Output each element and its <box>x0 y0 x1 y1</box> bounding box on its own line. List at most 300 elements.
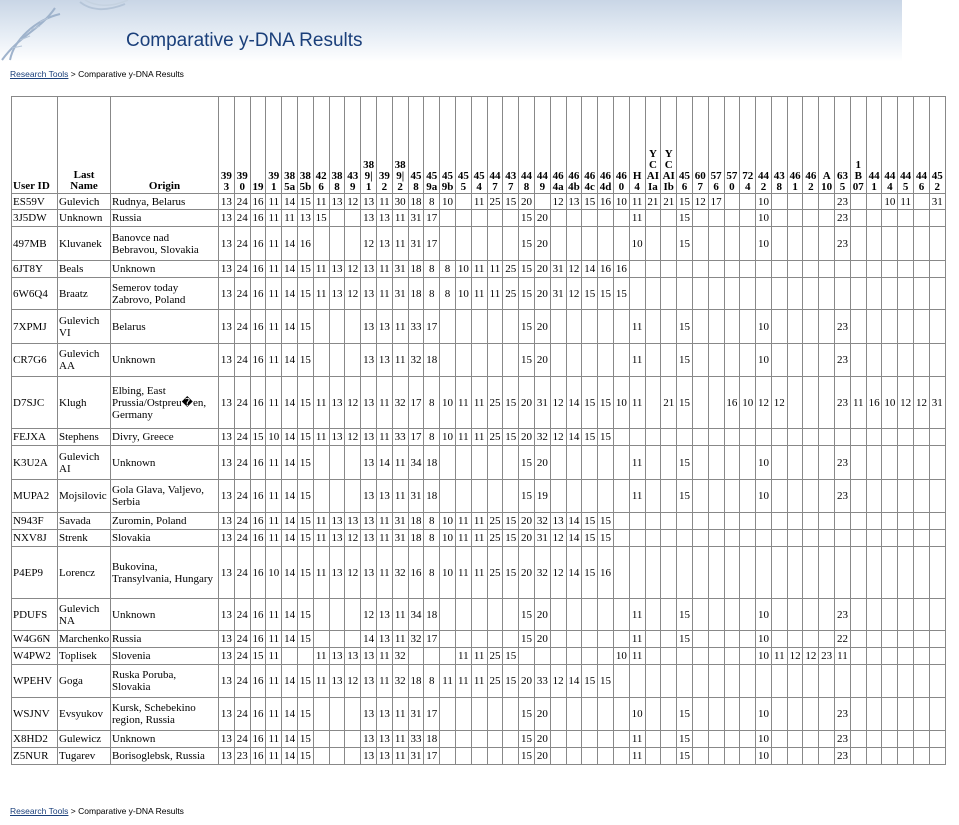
marker-value-cell <box>566 310 582 344</box>
marker-value-cell: 15 <box>677 748 693 765</box>
marker-value-cell <box>898 480 914 513</box>
marker-value-cell: 16 <box>598 261 614 278</box>
column-header-marker <box>440 97 456 194</box>
marker-value-cell <box>929 480 945 513</box>
table-row <box>12 278 946 310</box>
marker-value-cell <box>455 731 471 748</box>
marker-value-cell: 10 <box>455 278 471 310</box>
marker-value-cell <box>882 344 898 377</box>
marker-value-cell <box>661 599 677 631</box>
marker-value-cell: 15 <box>677 698 693 731</box>
marker-value-cell: 11 <box>629 210 645 227</box>
marker-value-cell: 11 <box>266 278 282 310</box>
marker-value-cell <box>661 210 677 227</box>
marker-value-cell: 23 <box>835 194 851 210</box>
marker-label: 1B07 <box>852 159 864 193</box>
marker-value-cell: 24 <box>234 429 250 446</box>
marker-value-cell <box>787 530 803 547</box>
marker-value-cell <box>329 446 345 480</box>
marker-value-cell: 11 <box>392 480 408 513</box>
marker-value-cell: 12 <box>566 278 582 310</box>
marker-value-cell <box>914 429 930 446</box>
marker-value-cell: 25 <box>503 261 519 278</box>
table-row <box>12 631 946 648</box>
marker-value-cell: 15 <box>677 377 693 429</box>
marker-value-cell: 11 <box>266 731 282 748</box>
marker-value-cell: 12 <box>898 377 914 429</box>
marker-value-cell: 11 <box>376 377 392 429</box>
marker-value-cell <box>819 194 835 210</box>
marker-value-cell: 14 <box>282 278 298 310</box>
marker-value-cell <box>882 429 898 446</box>
marker-value-cell: 11 <box>266 513 282 530</box>
marker-value-cell <box>455 748 471 765</box>
marker-value-cell <box>313 344 329 377</box>
marker-value-cell: 15 <box>297 698 313 731</box>
column-header-marker <box>835 97 851 194</box>
marker-value-cell: 14 <box>282 547 298 599</box>
marker-label: 385a <box>284 170 296 193</box>
marker-value-cell: 15 <box>598 513 614 530</box>
marker-value-cell: 15 <box>503 665 519 698</box>
marker-value-cell <box>866 599 882 631</box>
column-header-marker <box>282 97 298 194</box>
marker-value-cell: 11 <box>455 377 471 429</box>
marker-value-cell <box>724 227 740 261</box>
marker-value-cell: 15 <box>503 429 519 446</box>
origin-cell: Elbing, East Prussia/Ostpreu�en, Germany <box>111 377 219 429</box>
last-name-cell: Kluvanek <box>58 227 111 261</box>
marker-value-cell <box>914 698 930 731</box>
marker-value-cell: 18 <box>408 194 424 210</box>
marker-value-cell: 15 <box>598 530 614 547</box>
marker-label: 447 <box>489 170 501 193</box>
column-header-marker <box>582 97 598 194</box>
column-header-marker <box>598 97 614 194</box>
marker-value-cell <box>708 547 724 599</box>
marker-value-cell <box>914 513 930 530</box>
marker-value-cell: 18 <box>424 344 440 377</box>
marker-value-cell: 10 <box>613 648 629 665</box>
marker-value-cell <box>692 631 708 648</box>
marker-value-cell <box>661 631 677 648</box>
marker-value-cell: 31 <box>408 210 424 227</box>
marker-value-cell <box>724 194 740 210</box>
marker-value-cell: 13 <box>329 665 345 698</box>
marker-value-cell <box>929 748 945 765</box>
marker-value-cell <box>803 480 819 513</box>
column-header-marker <box>756 97 772 194</box>
marker-value-cell <box>898 261 914 278</box>
marker-value-cell: 18 <box>408 513 424 530</box>
marker-value-cell <box>661 698 677 731</box>
marker-value-cell <box>740 227 756 261</box>
marker-value-cell: 25 <box>487 547 503 599</box>
marker-value-cell <box>550 631 566 648</box>
marker-label: 446 <box>915 170 927 193</box>
marker-value-cell <box>598 227 614 261</box>
marker-value-cell <box>819 480 835 513</box>
marker-value-cell <box>566 748 582 765</box>
marker-value-cell <box>345 748 361 765</box>
marker-value-cell: 18 <box>424 480 440 513</box>
marker-value-cell <box>866 227 882 261</box>
marker-value-cell: 15 <box>297 530 313 547</box>
marker-value-cell: 32 <box>534 547 550 599</box>
marker-value-cell <box>487 227 503 261</box>
marker-value-cell: 14 <box>282 429 298 446</box>
marker-value-cell: 11 <box>487 278 503 310</box>
marker-value-cell: 13 <box>361 310 377 344</box>
breadcrumb-bottom-current: Comparative y-DNA Results <box>78 806 184 816</box>
marker-value-cell <box>550 748 566 765</box>
marker-value-cell <box>503 210 519 227</box>
marker-value-cell <box>629 530 645 547</box>
column-header-marker <box>519 97 535 194</box>
marker-value-cell <box>661 446 677 480</box>
breadcrumb-separator: > <box>68 69 79 79</box>
origin-cell: Unknown <box>111 344 219 377</box>
marker-value-cell: 11 <box>266 480 282 513</box>
column-header-marker <box>692 97 708 194</box>
column-header-origin: Origin <box>111 97 219 194</box>
marker-value-cell: 14 <box>282 731 298 748</box>
marker-value-cell <box>440 698 456 731</box>
marker-value-cell <box>440 748 456 765</box>
marker-value-cell: 33 <box>408 731 424 748</box>
marker-value-cell: 24 <box>234 344 250 377</box>
marker-label: 459b <box>441 170 454 193</box>
last-name-cell: Klugh <box>58 377 111 429</box>
marker-value-cell: 11 <box>629 377 645 429</box>
marker-value-cell <box>471 748 487 765</box>
marker-value-cell <box>629 429 645 446</box>
marker-value-cell <box>313 599 329 631</box>
marker-value-cell <box>724 731 740 748</box>
marker-value-cell <box>819 278 835 310</box>
marker-value-cell <box>914 631 930 648</box>
marker-value-cell: 10 <box>613 377 629 429</box>
marker-value-cell: 13 <box>219 698 235 731</box>
marker-value-cell <box>787 547 803 599</box>
marker-value-cell <box>708 310 724 344</box>
marker-value-cell: 11 <box>392 731 408 748</box>
table-row <box>12 698 946 731</box>
column-header-marker <box>487 97 503 194</box>
marker-value-cell: 31 <box>929 377 945 429</box>
marker-value-cell <box>724 698 740 731</box>
marker-value-cell <box>313 731 329 748</box>
table-row <box>12 377 946 429</box>
marker-value-cell: 24 <box>234 377 250 429</box>
marker-value-cell <box>645 530 661 547</box>
marker-value-cell <box>708 210 724 227</box>
marker-value-cell <box>566 446 582 480</box>
marker-value-cell <box>503 480 519 513</box>
marker-label: 461 <box>789 170 801 193</box>
marker-value-cell: 10 <box>882 377 898 429</box>
marker-value-cell: 12 <box>361 227 377 261</box>
marker-value-cell: 13 <box>219 194 235 210</box>
marker-value-cell: 15 <box>297 429 313 446</box>
marker-value-cell <box>503 344 519 377</box>
marker-value-cell <box>566 698 582 731</box>
marker-value-cell <box>282 648 298 665</box>
marker-value-cell <box>756 261 772 278</box>
origin-cell: Divry, Greece <box>111 429 219 446</box>
marker-value-cell <box>613 547 629 599</box>
marker-value-cell: 10 <box>266 429 282 446</box>
marker-value-cell: 15 <box>519 210 535 227</box>
marker-value-cell <box>740 261 756 278</box>
marker-value-cell: 11 <box>471 513 487 530</box>
marker-value-cell <box>329 480 345 513</box>
marker-value-cell: 15 <box>677 344 693 377</box>
marker-value-cell: 16 <box>250 261 266 278</box>
column-header-marker <box>645 97 661 194</box>
marker-value-cell: 14 <box>566 530 582 547</box>
marker-value-cell: 23 <box>835 210 851 227</box>
marker-value-cell <box>803 731 819 748</box>
marker-value-cell <box>803 278 819 310</box>
marker-value-cell <box>866 261 882 278</box>
column-header-marker <box>376 97 392 194</box>
user-id-cell: MUPA2 <box>12 480 58 513</box>
marker-value-cell: 32 <box>392 377 408 429</box>
marker-value-cell <box>708 344 724 377</box>
marker-value-cell <box>645 278 661 310</box>
table-header-row <box>12 97 946 194</box>
marker-value-cell <box>929 261 945 278</box>
user-id-cell: WSJNV <box>12 698 58 731</box>
marker-value-cell <box>329 631 345 648</box>
marker-value-cell: 24 <box>234 446 250 480</box>
marker-value-cell: 24 <box>234 599 250 631</box>
marker-value-cell: 15 <box>297 261 313 278</box>
marker-value-cell <box>487 446 503 480</box>
marker-value-cell: 10 <box>756 210 772 227</box>
marker-value-cell <box>819 599 835 631</box>
marker-value-cell: 20 <box>534 278 550 310</box>
marker-value-cell: 15 <box>582 513 598 530</box>
marker-value-cell: 11 <box>455 648 471 665</box>
marker-value-cell: 11 <box>313 513 329 530</box>
marker-value-cell: 11 <box>376 665 392 698</box>
column-header-marker <box>266 97 282 194</box>
marker-value-cell <box>898 344 914 377</box>
marker-value-cell <box>692 665 708 698</box>
marker-value-cell: 12 <box>550 530 566 547</box>
marker-value-cell <box>882 210 898 227</box>
column-header-marker <box>661 97 677 194</box>
column-header-marker <box>534 97 550 194</box>
marker-value-cell <box>598 631 614 648</box>
marker-value-cell: 25 <box>487 648 503 665</box>
marker-value-cell: 20 <box>534 210 550 227</box>
marker-value-cell: 24 <box>234 261 250 278</box>
marker-value-cell <box>297 648 313 665</box>
marker-value-cell: 13 <box>361 210 377 227</box>
marker-value-cell: 16 <box>250 210 266 227</box>
user-id-cell: 6JT8Y <box>12 261 58 278</box>
marker-value-cell: 13 <box>219 310 235 344</box>
marker-value-cell: 12 <box>756 377 772 429</box>
marker-value-cell <box>345 310 361 344</box>
marker-value-cell: 11 <box>266 665 282 698</box>
marker-value-cell: 14 <box>566 665 582 698</box>
breadcrumb-research-tools-link[interactable]: Research Tools <box>10 69 69 79</box>
marker-value-cell <box>898 446 914 480</box>
marker-value-cell <box>771 547 787 599</box>
marker-value-cell <box>787 310 803 344</box>
column-header-marker <box>677 97 693 194</box>
marker-value-cell <box>582 446 598 480</box>
marker-value-cell <box>345 480 361 513</box>
marker-label: 19 <box>252 181 264 193</box>
marker-value-cell: 13 <box>219 429 235 446</box>
marker-value-cell <box>582 227 598 261</box>
column-header-user-id: User ID <box>12 97 58 194</box>
marker-value-cell <box>914 310 930 344</box>
marker-value-cell <box>819 429 835 446</box>
marker-value-cell: 10 <box>440 429 456 446</box>
marker-value-cell <box>503 227 519 261</box>
marker-value-cell <box>850 310 866 344</box>
marker-value-cell: 17 <box>408 377 424 429</box>
user-id-cell: W4G6N <box>12 631 58 648</box>
marker-value-cell <box>929 429 945 446</box>
marker-value-cell: 21 <box>645 194 661 210</box>
marker-label: 464b <box>568 170 580 193</box>
marker-value-cell: 24 <box>234 480 250 513</box>
marker-value-cell <box>819 547 835 599</box>
marker-value-cell: 14 <box>566 429 582 446</box>
marker-value-cell <box>692 278 708 310</box>
marker-value-cell <box>582 599 598 631</box>
marker-value-cell: 12 <box>345 665 361 698</box>
marker-value-cell <box>503 748 519 765</box>
marker-value-cell <box>692 748 708 765</box>
column-header-marker <box>408 97 424 194</box>
user-id-cell: NXV8J <box>12 530 58 547</box>
marker-value-cell <box>566 210 582 227</box>
marker-value-cell: 11 <box>392 227 408 261</box>
marker-value-cell: 24 <box>234 665 250 698</box>
marker-label: YCAIIb <box>662 148 675 193</box>
marker-value-cell <box>819 210 835 227</box>
marker-value-cell <box>740 278 756 310</box>
marker-value-cell <box>724 530 740 547</box>
marker-value-cell <box>440 648 456 665</box>
marker-label: 389|1 <box>363 159 375 193</box>
marker-value-cell: 14 <box>282 194 298 210</box>
marker-value-cell: 13 <box>329 278 345 310</box>
dna-helix-logo <box>0 0 130 62</box>
marker-value-cell: 12 <box>345 377 361 429</box>
marker-value-cell: 11 <box>313 665 329 698</box>
marker-value-cell: 23 <box>835 377 851 429</box>
marker-value-cell <box>550 480 566 513</box>
origin-cell: Zuromin, Poland <box>111 513 219 530</box>
marker-value-cell <box>866 480 882 513</box>
marker-value-cell <box>645 446 661 480</box>
marker-value-cell <box>613 310 629 344</box>
marker-value-cell: 11 <box>898 194 914 210</box>
marker-value-cell <box>645 665 661 698</box>
marker-label: 462 <box>805 170 817 193</box>
marker-value-cell: 33 <box>408 310 424 344</box>
marker-value-cell <box>898 731 914 748</box>
marker-value-cell <box>740 344 756 377</box>
marker-value-cell: 13 <box>361 698 377 731</box>
marker-value-cell: 18 <box>408 261 424 278</box>
marker-value-cell: 16 <box>250 631 266 648</box>
marker-value-cell <box>487 599 503 631</box>
marker-label: 439 <box>347 170 359 193</box>
marker-value-cell: 23 <box>234 748 250 765</box>
origin-cell: Rudnya, Belarus <box>111 194 219 210</box>
origin-cell: Slovenia <box>111 648 219 665</box>
marker-value-cell <box>787 748 803 765</box>
marker-value-cell: 11 <box>313 261 329 278</box>
marker-value-cell: 21 <box>661 377 677 429</box>
marker-value-cell: 31 <box>534 530 550 547</box>
marker-value-cell: 13 <box>219 648 235 665</box>
marker-value-cell <box>771 748 787 765</box>
marker-value-cell: 11 <box>313 377 329 429</box>
origin-cell: Unknown <box>111 599 219 631</box>
marker-value-cell: 13 <box>376 631 392 648</box>
marker-value-cell: 15 <box>519 278 535 310</box>
marker-value-cell <box>534 194 550 210</box>
marker-value-cell <box>914 748 930 765</box>
marker-value-cell: 11 <box>471 665 487 698</box>
marker-value-cell <box>914 194 930 210</box>
marker-value-cell: 16 <box>250 599 266 631</box>
marker-value-cell: 15 <box>503 530 519 547</box>
marker-value-cell: 20 <box>534 446 550 480</box>
marker-value-cell: 11 <box>455 513 471 530</box>
marker-value-cell <box>613 446 629 480</box>
marker-value-cell <box>819 227 835 261</box>
marker-value-cell: 13 <box>219 344 235 377</box>
table-row <box>12 210 946 227</box>
breadcrumb <box>10 69 184 79</box>
marker-value-cell <box>866 344 882 377</box>
marker-value-cell <box>613 599 629 631</box>
breadcrumb-bottom-research-tools-link[interactable]: Research Tools <box>10 806 69 816</box>
user-id-cell: 497MB <box>12 227 58 261</box>
marker-value-cell <box>740 480 756 513</box>
marker-value-cell <box>708 513 724 530</box>
marker-value-cell: 16 <box>866 377 882 429</box>
marker-value-cell <box>598 446 614 480</box>
marker-value-cell: 15 <box>598 377 614 429</box>
marker-value-cell: 18 <box>408 278 424 310</box>
marker-value-cell: 14 <box>282 599 298 631</box>
marker-value-cell <box>850 631 866 648</box>
column-header-marker <box>550 97 566 194</box>
marker-value-cell: 20 <box>519 429 535 446</box>
marker-value-cell: 13 <box>376 310 392 344</box>
marker-value-cell: 11 <box>266 748 282 765</box>
marker-value-cell: 15 <box>519 310 535 344</box>
user-id-cell: PDUFS <box>12 599 58 631</box>
marker-value-cell <box>692 261 708 278</box>
marker-value-cell: 20 <box>519 665 535 698</box>
marker-value-cell <box>471 631 487 648</box>
marker-value-cell: 15 <box>677 446 693 480</box>
